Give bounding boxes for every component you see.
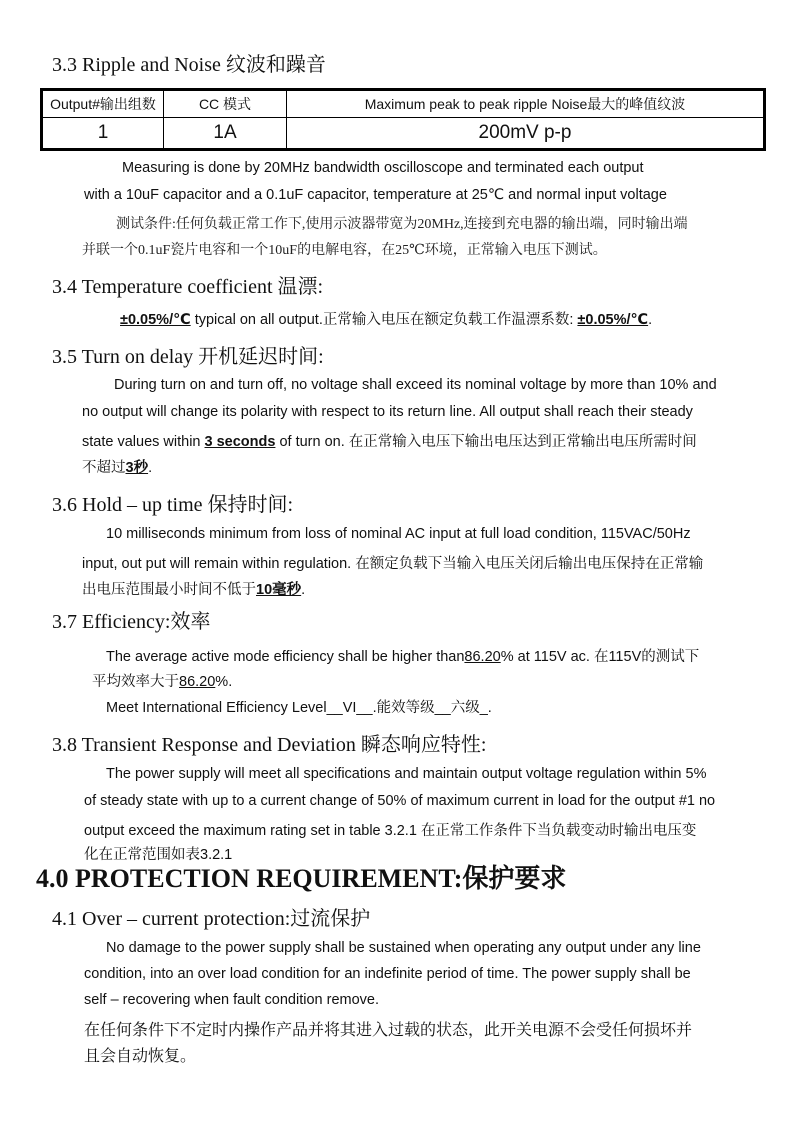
s38-line-3: output exceed the maximum rating set in table 3.2.1 在正常工作条件下当负载变动时输出电压变 (84, 823, 697, 839)
s36-line-1: 10 milliseconds minimum from loss of nominal AC input at full load condition, 115VAC/50Hz (106, 526, 691, 542)
section-4-1-title: 4.1 Over – current protection:过流保护 (52, 908, 371, 930)
s38-line-2: of steady state with up to a current change of 50% of maximum current in load for the output #1 no (84, 793, 716, 809)
temp-coefficient-value: ±0.05%/℃ (120, 312, 191, 328)
s35-line-3 (82, 430, 697, 451)
table-cell-output: 1 (42, 118, 164, 150)
s35-line-3-c: of turn on. 在正常输入电压下输出电压达到正常输出电压所需时间 (275, 434, 697, 450)
table-header-output: Output#输出组数 (42, 90, 164, 118)
s41-chinese-line-1: 在任何条件下不定时内操作产品并将其进入过载的状态，此开关电源不会受任何损坏并 (84, 1022, 693, 1039)
section-3-7-title: 3.7 Efficiency:效率 (52, 611, 211, 633)
ripple-noise-table (40, 88, 766, 151)
s37-line-3-a: Meet International Efficiency Level (106, 700, 327, 716)
efficiency-level-value: __VI__ (326, 700, 373, 716)
s37-line-3-c: .能效等级 (372, 700, 435, 716)
s35-line-4-a: 不超过 (82, 460, 126, 476)
table-header-cc-mode: CC 模式 (164, 90, 287, 118)
s33-chinese-line-1: 测试条件:任何负载正常工作下,使用示波器带宽为20MHz,连接到充电器的输出端，同时输出端 (116, 217, 688, 232)
s35-line-4 (82, 456, 152, 477)
s41-chinese-line-2: 且会自动恢复。 (84, 1048, 197, 1065)
s35-line-1: During turn on and turn off, no voltage shall exceed its nominal voltage by more than 10% and (114, 377, 717, 393)
s36-line-3-a: 出电压范围最小时间不低于 (82, 582, 256, 598)
s38-line-1: The power supply will meet all specifications and maintain output voltage regulation within 5% (106, 766, 707, 782)
hold-up-time-value: 10毫秒 (256, 582, 302, 598)
section-3-3-title: 3.3 Ripple and Noise 纹波和躁音 (52, 54, 326, 76)
s36-line-3-c: . (301, 582, 306, 598)
s35-line-3-a: state values within (82, 434, 205, 450)
s34-end: . (648, 312, 653, 328)
s37-line-1-c: % at 115V ac. 在115V的测试下 (500, 649, 700, 665)
s38-line-4: 化在正常范围如表3.2.1 (84, 847, 233, 863)
turn-on-delay-value: 3 seconds (204, 434, 276, 450)
s35-line-2: no output will change its polarity with respect to its return line. All output shall reach their steady (82, 404, 693, 420)
s41-line-1: No damage to the power supply shall be sustained when operating any output under any line (106, 940, 701, 956)
s37-line-3-e: . (487, 700, 492, 716)
s37-line-1 (106, 645, 699, 666)
s33-chinese-line-2: 并联一个0.1uF瓷片电容和一个10uF的电解电容，在25℃环境，正常输入电压下测试。 (82, 243, 607, 258)
turn-on-delay-value-cn: 3秒 (125, 460, 149, 476)
section-3-4-title: 3.4 Temperature coefficient 温漂: (52, 276, 324, 298)
s34-paragraph (120, 308, 652, 329)
s41-line-2: condition, into an over load condition for an indefinite period of time. The power supply shall be (84, 966, 691, 982)
table-row (42, 118, 765, 150)
s33-paragraph-line-1: Measuring is done by 20MHz bandwidth oscilloscope and terminated each output (122, 160, 644, 176)
s37-line-1-a: The average active mode efficiency shall be higher than (106, 649, 465, 665)
s37-line-2 (92, 670, 232, 691)
efficiency-level-value-cn: __六级_ (434, 700, 488, 716)
table-header-ripple: Maximum peak to peak ripple Noise最大的峰值纹波 (287, 90, 765, 118)
table-cell-cc-mode: 1A (164, 118, 287, 150)
s37-line-2-c: %. (215, 674, 233, 690)
s37-line-3 (106, 696, 492, 717)
efficiency-value-cn: 86.20 (179, 674, 216, 690)
temp-coefficient-value-repeat: ±0.05%/℃ (577, 312, 649, 328)
efficiency-value: 86.20 (464, 649, 501, 665)
s33-paragraph-line-2: with a 10uF capacitor and a 0.1uF capacitor, temperature at 25℃ and normal input voltage (84, 187, 667, 203)
section-3-6-title: 3.6 Hold – up time 保持时间: (52, 494, 294, 516)
section-4-0-title: 4.0 PROTECTION REQUIREMENT:保护要求 (36, 864, 567, 893)
table-header-row (42, 90, 765, 118)
section-3-5-title: 3.5 Turn on delay 开机延迟时间: (52, 346, 324, 368)
s37-line-2-a: 平均效率大于 (92, 674, 179, 690)
s36-line-2: input, out put will remain within regulation. 在额定负载下当输入电压关闭后输出电压保持在正常输 (82, 556, 704, 572)
table-cell-ripple: 200mV p-p (287, 118, 765, 150)
s35-line-4-c: . (148, 460, 153, 476)
section-3-8-title: 3.8 Transient Response and Deviation 瞬态响应特性: (52, 734, 487, 756)
s36-line-3 (82, 578, 305, 599)
s41-line-3: self – recovering when fault condition remove. (84, 992, 379, 1008)
s34-text: typical on all output.正常输入电压在额定负载工作温漂系数: (190, 312, 578, 328)
